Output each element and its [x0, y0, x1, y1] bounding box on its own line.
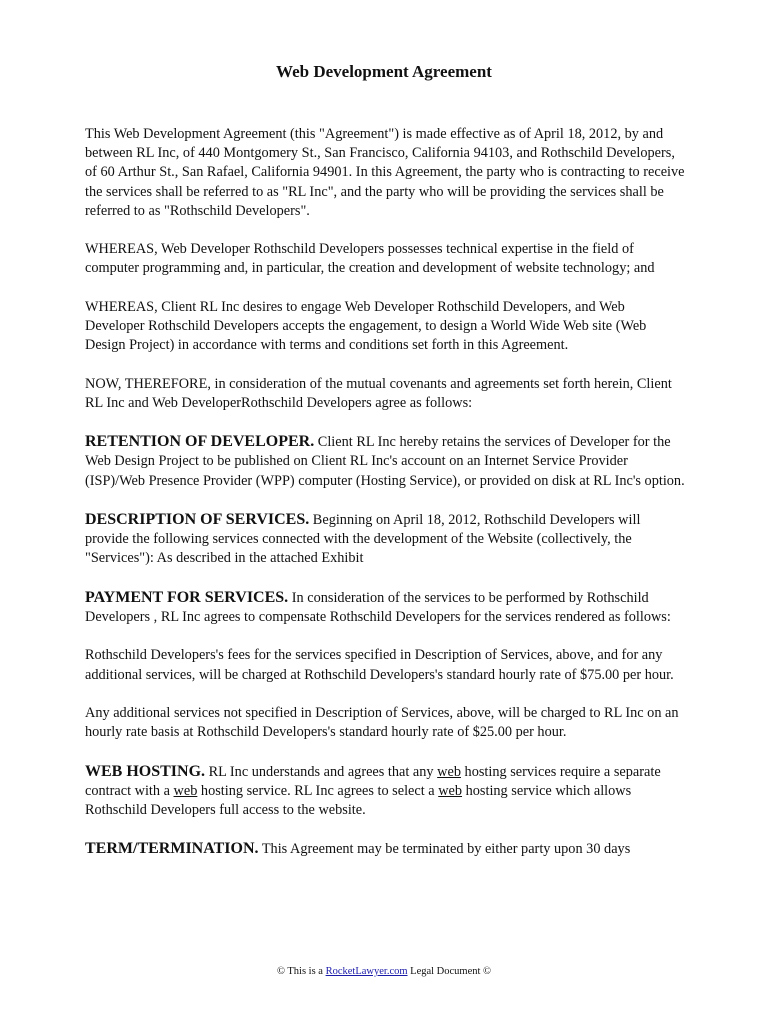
retention-section — [85, 432, 685, 491]
termination-section — [85, 839, 685, 859]
whereas-paragraph-2: WHEREAS, Client RL Inc desires to engage Web Developer Rothschild Developers, and Web Developer Rothschild Developers accepts the engagement, to design a World Wide Web site (Web Design Project) in accordance with terms and conditions set forth in this Agreement. — [85, 298, 647, 354]
payment-text: In consideration of the services to be performed by Rothschild Developers , RL Inc agrees to compensate Rothschild Developers for the services rendered as follows: — [85, 589, 671, 625]
hosting-text-3: hosting service. RL Inc agrees to select a — [197, 782, 439, 799]
payment-section — [85, 588, 685, 627]
hosting-text-1: RL Inc understands and agrees that any — [205, 763, 438, 780]
payment-fees-paragraph: Rothschild Developers's fees for the services specified in Description of Services, above, and for any additional services, will be charged at Rothschild Developers's standard hourly rate of $75.00 per hour. — [85, 647, 674, 683]
termination-heading: TERM/TERMINATION. — [85, 840, 259, 858]
web-keyword-link[interactable]: web — [437, 763, 461, 780]
hosting-section — [85, 762, 685, 821]
web-keyword-link[interactable]: web — [173, 782, 198, 799]
now-therefore-paragraph: NOW, THEREFORE, in consideration of the mutual covenants and agreements set forth herein, Client RL Inc and Web DeveloperRothschild Developers agree as follows: — [85, 375, 672, 411]
footer-suffix: Legal Document © — [407, 966, 492, 977]
retention-text: Client RL Inc hereby retains the services of Developer for the Web Design Project to be published on Client RL Inc's account on an Internet Service Provider (ISP)/Web Presence Provider (WPP) computer (Hosting Service), or provided on disk at RL Inc's option. — [85, 434, 685, 489]
footer-prefix: © This is a — [276, 966, 326, 977]
hosting-heading: WEB HOSTING. — [85, 762, 206, 780]
document-title: Web Development Agreement — [276, 62, 492, 81]
intro-paragraph: This Web Development Agreement (this "Agreement") is made effective as of April 18, 2012, by and between RL Inc, of 440 Montgomery St., San Francisco, California 94103, and Rothschild Developers, of 60 Arthur St., San Rafael, California 94901. In this Agreement, the party who is contracting to receive the services shall be referred to as "RL Inc", and the party who will be providing the services shall be referred to as "Rothschild Developers". — [85, 126, 685, 219]
payment-heading: PAYMENT FOR SERVICES. — [85, 588, 289, 606]
payment-additional-paragraph: Any additional services not specified in Description of Services, above, will be charged to RL Inc on an hourly rate basis at Rothschild Developers's standard hourly rate of $25.00 per hour. — [85, 704, 679, 741]
hosting-text-2: hosting services require a separate contract with a — [85, 763, 661, 799]
description-section — [85, 510, 685, 569]
description-heading: DESCRIPTION OF SERVICES. — [85, 510, 310, 528]
whereas-paragraph-1: WHEREAS, Web Developer Rothschild Developers possesses technical expertise in the field of computer programming and, in particular, the creation and development of website technology; and — [85, 241, 655, 277]
page-footer — [0, 966, 768, 977]
retention-heading: RETENTION OF DEVELOPER. — [85, 433, 315, 451]
hosting-text-4: hosting service which allows Rothschild Developers full access to the website. — [85, 782, 632, 818]
termination-text: This Agreement may be terminated by either party upon 30 days — [258, 841, 631, 858]
rocketlawyer-link[interactable]: RocketLawyer.com — [325, 966, 408, 977]
description-text: Beginning on April 18, 2012, Rothschild Developers will provide the following services connected with the development of the Website (collectively, the "Services"): As described in the attached Exhibit — [85, 511, 641, 567]
web-keyword-link[interactable]: web — [438, 782, 463, 799]
document-body — [85, 125, 685, 879]
